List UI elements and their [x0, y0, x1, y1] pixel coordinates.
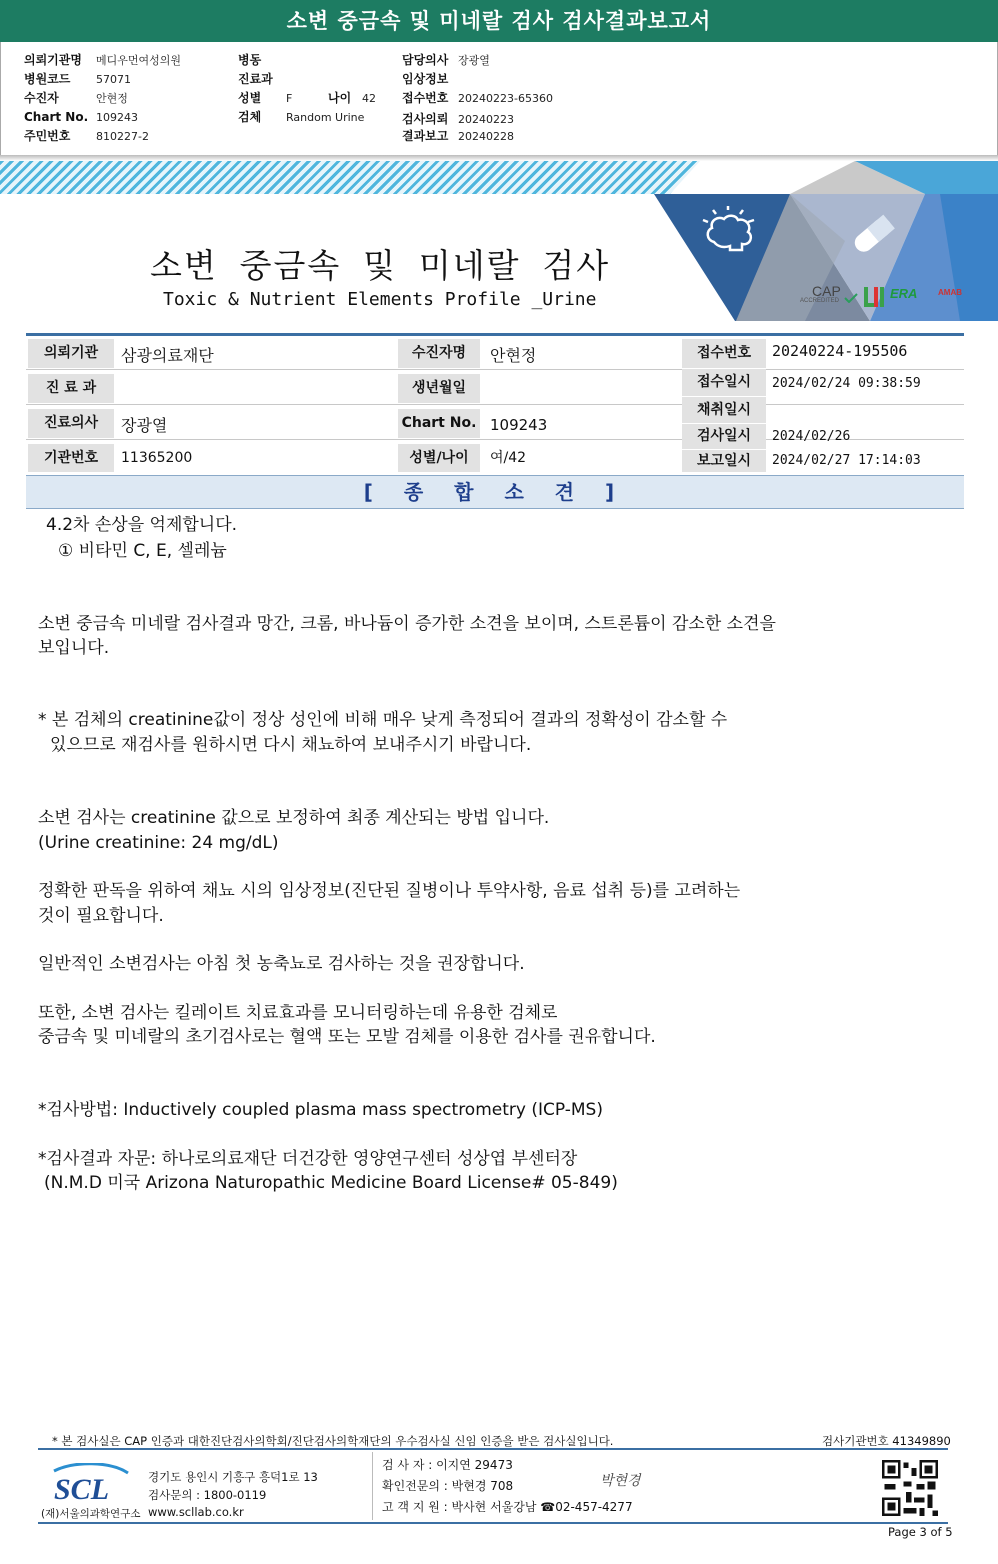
body-line: 중금속 및 미네랄의 초기검사로는 혈액 또는 모발 검체를 이용한 검사를 권유합니다.: [38, 1027, 656, 1047]
body-line: ① 비타민 C, E, 셀레늄: [58, 541, 227, 561]
lab-address: 경기도 용인시 기흥구 흥덕1로 13: [148, 1470, 318, 1484]
name-value: 안현정: [490, 346, 537, 365]
receipt-time-label: 접수일시: [682, 369, 766, 396]
body-line: 정확한 판독을 위하여 채뇨 시의 임상정보(진단된 질병이나 투약사항, 음료 섭취 등)를 고려하는: [38, 881, 741, 901]
inst-no-label: 기관번호: [28, 444, 114, 472]
inst-label: 의뢰기관: [28, 339, 114, 368]
specimen-field: 검체 Random Urine: [238, 110, 365, 124]
doctor-label: 진료의사: [28, 409, 114, 438]
chart-no-label: Chart No.: [398, 409, 480, 438]
body-line: 4.2차 손상을 억제합니다.: [46, 515, 238, 535]
report-title-korean: 소변 중금속 및 미네랄 검사: [150, 246, 611, 285]
lab-phone: 검사문의 : 1800-0119: [148, 1488, 267, 1502]
amab-logo: AMAB: [938, 288, 962, 297]
sexage-value: 여/42: [490, 450, 527, 466]
body-line: 것이 필요합니다.: [38, 906, 164, 926]
receipt-no-value: 20240224-195506: [772, 342, 908, 360]
receipt-no-label: 접수번호: [682, 339, 766, 368]
doctor-value: 장광열: [121, 416, 168, 435]
body-line: (Urine creatinine: 24 mg/dL): [38, 833, 279, 853]
body-line: 소변 검사는 creatinine 값으로 보정하여 최종 계산되는 방법 입니다.: [38, 808, 550, 828]
body-line: 일반적인 소변검사는 아침 첫 농축뇨로 검사하는 것을 권장합니다.: [38, 954, 525, 974]
dept-field: 진료과: [238, 72, 273, 86]
sexage-label: 성별/나이: [398, 444, 480, 472]
lab-org-name: (재)서울의과학연구소: [41, 1508, 141, 1520]
inst-no-value: 11365200: [121, 450, 193, 466]
chart-field: Chart No. 109243: [24, 110, 138, 124]
specialist-info: 확인전문의 : 박현경 708: [382, 1479, 514, 1493]
scl-logo-icon: [50, 1463, 132, 1505]
body-line: 보입니다.: [38, 638, 110, 658]
patient-field: 수진자 안현정: [24, 91, 128, 105]
body-line: 있으므로 재검사를 원하시면 다시 채뇨하여 보내주시기 바랍니다.: [50, 735, 532, 755]
ward-field: 병동: [238, 53, 262, 67]
doctor-field: 담당의사 장광열: [402, 53, 490, 67]
test-date-label: 검사일시: [682, 424, 766, 449]
birth-label: 생년월일: [398, 374, 480, 403]
receipt-field: 접수번호 20240223-65360: [402, 91, 553, 105]
tester-info: 검 사 자 : 이지연 29473: [382, 1458, 513, 1472]
certification-note: * 본 검사실은 CAP 인증과 대한진단검사의학회/진단검사의학재단의 우수검사실 신임 인증을 받은 검사실입니다.: [52, 1434, 614, 1448]
cap-logo: CAP: [812, 283, 841, 299]
test-date-value: 2024/02/26: [772, 429, 851, 444]
report-title-english: Toxic & Nutrient Elements Profile _Urine: [163, 289, 597, 310]
accreditation-logos: [798, 283, 998, 313]
collect-label: 채취일시: [682, 397, 766, 423]
era-logo: ERA: [890, 286, 918, 301]
footer-top-rule: [38, 1448, 948, 1450]
specialist-signature: 박현경: [600, 1473, 641, 1489]
report-time-label: 보고일시: [682, 450, 766, 472]
lab-number: 검사기관번호 41349890: [822, 1434, 951, 1448]
clinical-field: 임상정보: [402, 72, 449, 86]
body-line: *검사결과 자문: 하나로의료재단 더건강한 영양연구센터 성상엽 부센터장: [38, 1149, 578, 1169]
lm-logo-icon: [864, 285, 886, 309]
receipt-time-value: 2024/02/24 09:38:59: [772, 376, 921, 391]
hospital-code-field: 병원코드 57071: [24, 72, 131, 86]
support-info: 고 객 지 원 : 박사현 서울강남 ☎02-457-4277: [382, 1500, 633, 1514]
requester-field: 의뢰기관명 메디우먼여성의원: [24, 53, 182, 67]
footer-bottom-rule: [38, 1522, 948, 1524]
request-date-field: 검사의뢰 20240223: [402, 112, 514, 126]
name-label: 수진자명: [398, 339, 480, 368]
id-field: 주민번호 810227-2: [24, 129, 149, 143]
report-date-field: 결과보고 20240228: [402, 129, 514, 143]
page-number: Page 3 of 5: [888, 1525, 953, 1539]
body-line: (N.M.D 미국 Arizona Naturopathic Medicine Board License# 05-849): [44, 1173, 618, 1193]
body-line: 소변 중금속 미네랄 검사결과 망간, 크롬, 바나듐이 증가한 소견을 보이며, 스트론튬이 감소한 소견을: [38, 614, 776, 634]
dept-label: 진 료 과: [28, 374, 114, 403]
brain-icon: [700, 206, 758, 260]
chart-no-value: 109243: [490, 416, 548, 434]
age-field: 나이 42: [328, 91, 376, 105]
decorative-stripes: [0, 161, 700, 194]
report-time-value: 2024/02/27 17:14:03: [772, 453, 921, 468]
inst-value: 삼광의료재단: [121, 346, 214, 365]
qr-code-icon: [882, 1460, 938, 1516]
check-icon: [844, 293, 858, 303]
lab-website[interactable]: www.scllab.co.kr: [148, 1505, 244, 1519]
patient-info-table: [26, 333, 964, 471]
cap-accredited-text: ACCREDITED: [800, 298, 840, 304]
report-banner-title: 소변 중금속 및 미네랄 검사 검사결과보고서: [0, 0, 998, 42]
body-line: 또한, 소변 검사는 킬레이트 치료효과를 모니터링하는데 유용한 검체로: [38, 1003, 558, 1023]
svg-text:SCL: SCL: [54, 1473, 110, 1505]
capsule-icon: [848, 210, 898, 260]
summary-section-title: [ 종 합 소 견 ]: [26, 475, 964, 509]
body-line: *검사방법: Inductively coupled plasma mass spectrometry (ICP-MS): [38, 1100, 603, 1120]
footer-divider: [372, 1452, 373, 1520]
sex-field: 성별 F: [238, 91, 293, 105]
body-line: * 본 검체의 creatinine값이 정상 성인에 비해 매우 낮게 측정되어 결과의 정확성이 감소할 수: [38, 710, 728, 730]
